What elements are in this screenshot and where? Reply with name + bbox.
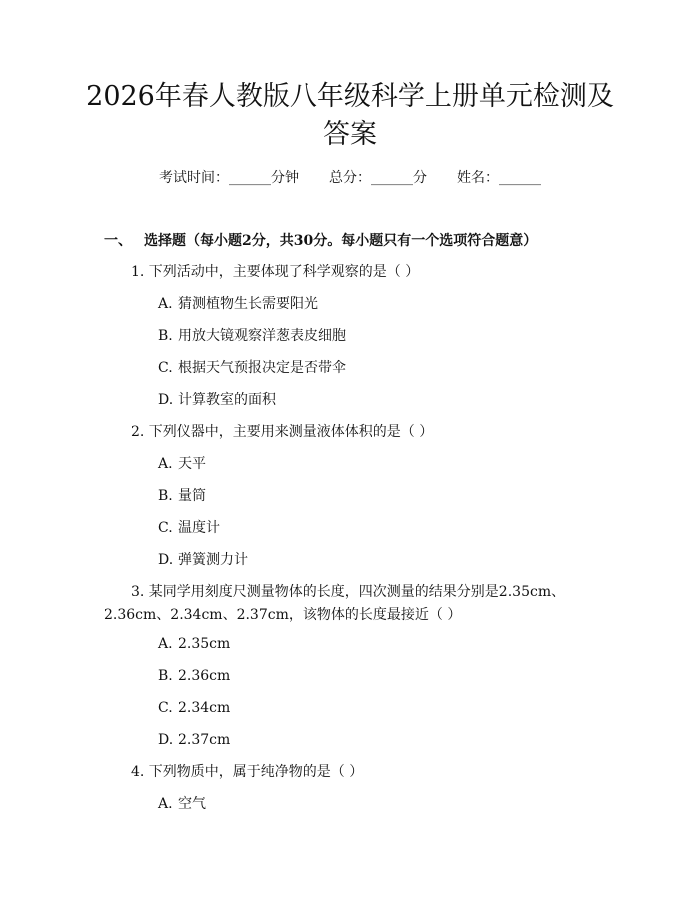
- option-text: 2.37cm: [178, 732, 231, 748]
- option-letter: B.: [158, 488, 173, 504]
- exam-time-field: 考试时间：______分钟: [159, 170, 299, 186]
- title-line-2: 答案: [323, 119, 377, 150]
- option-letter: D.: [158, 552, 174, 568]
- question-option: [158, 390, 276, 410]
- question-option: [158, 294, 318, 314]
- option-text: 弹簧测力计: [178, 552, 248, 568]
- option-text: 2.36cm: [178, 668, 231, 684]
- option-text: 用放大镜观察洋葱表皮细胞: [178, 328, 346, 344]
- section-title: 选择题（每小题2分，共30分。每小题只有一个选项符合题意）: [144, 233, 538, 249]
- option-letter: D.: [158, 732, 174, 748]
- question-option: [158, 698, 230, 718]
- question-stem: 1. 下列活动中，主要体现了科学观察的是（ ）: [131, 264, 420, 280]
- question-stem: 3. 某同学用刻度尺测量物体的长度，四次测量的结果分别是2.35cm、: [131, 584, 566, 600]
- option-text: 天平: [178, 456, 206, 472]
- option-letter: A.: [158, 636, 173, 652]
- question-option: [158, 794, 206, 814]
- question-option: [158, 730, 230, 750]
- document-title: [60, 78, 640, 154]
- question-stem: 4. 下列物质中，属于纯净物的是（ ）: [131, 764, 364, 780]
- option-letter: A.: [158, 796, 173, 812]
- option-text: 温度计: [178, 520, 220, 536]
- option-letter: B.: [158, 328, 173, 344]
- question-option: [158, 634, 230, 654]
- option-letter: C.: [158, 520, 173, 536]
- question-option: [158, 454, 206, 474]
- option-text: 猜测植物生长需要阳光: [178, 296, 318, 312]
- section-number: 一、: [104, 233, 132, 249]
- option-text: 空气: [178, 796, 206, 812]
- option-letter: C.: [158, 700, 173, 716]
- option-text: 根据天气预报决定是否带伞: [178, 360, 346, 376]
- question-stem: 2. 下列仪器中，主要用来测量液体体积的是（ ）: [131, 424, 434, 440]
- question-option: [158, 666, 230, 686]
- option-text: 量筒: [178, 488, 206, 504]
- student-name-field: 姓名：______: [457, 170, 541, 186]
- question-option: [158, 326, 346, 346]
- section-heading: [104, 231, 537, 251]
- title-line-1: 2026年春人教版八年级科学上册单元检测及: [86, 81, 614, 112]
- question-option: [158, 486, 206, 506]
- option-text: 计算教室的面积: [178, 392, 276, 408]
- option-text: 2.34cm: [178, 700, 231, 716]
- option-letter: C.: [158, 360, 173, 376]
- option-letter: A.: [158, 456, 173, 472]
- total-score-field: 总分：______分: [329, 170, 427, 186]
- option-text: 2.35cm: [178, 636, 231, 652]
- exam-info-line: [0, 168, 700, 188]
- option-letter: D.: [158, 392, 174, 408]
- question-option: [158, 550, 248, 570]
- question-option: [158, 358, 346, 378]
- question-option: [158, 518, 220, 538]
- option-letter: A.: [158, 296, 173, 312]
- question-stem-continued: 2.36cm、2.34cm、2.37cm，该物体的长度最接近（ ）: [104, 607, 462, 623]
- option-letter: B.: [158, 668, 173, 684]
